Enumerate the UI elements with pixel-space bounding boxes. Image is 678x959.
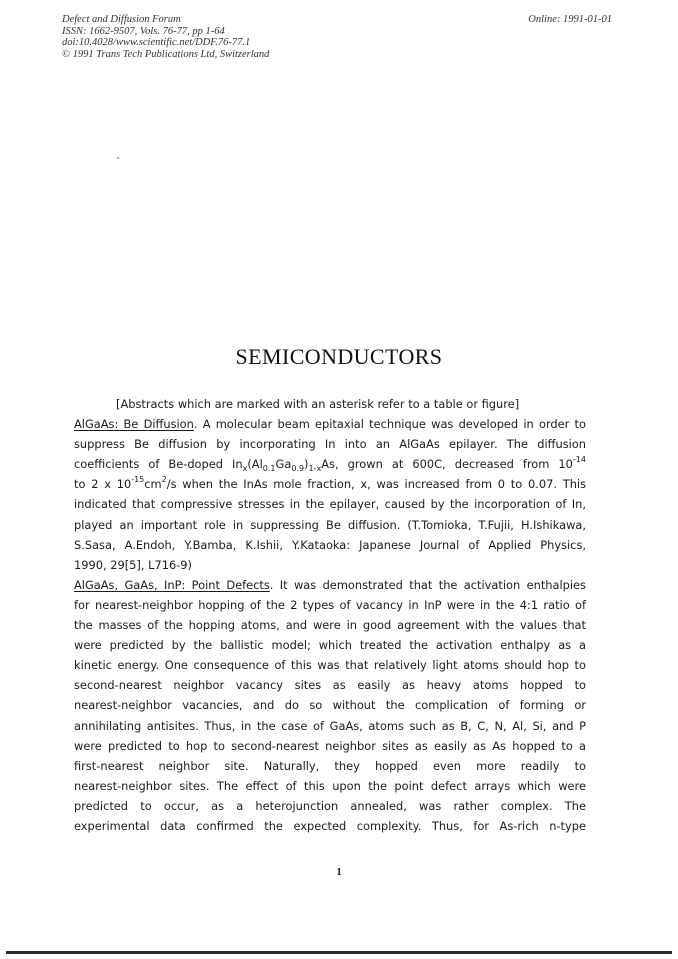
online-date: Online: 1991-01-01: [528, 14, 612, 25]
text-line: predicted to occur, as a heterojunction annealed, was rather complex. The: [74, 798, 586, 813]
text-line: AlGaAs: Be Diffusion. A molecular beam epitaxial technique was developed in order to: [74, 417, 586, 432]
abstract-heading: AlGaAs, GaAs, InP: Point Defects: [74, 577, 270, 592]
text-line: the masses of the hopping atoms, and were in good agreement with the values that: [74, 618, 586, 633]
issn-line: ISSN: 1662-9507, Vols. 76-77, pp 1-64: [62, 25, 225, 37]
text-line: played an important role in suppressing Be diffusion. (T.Tomioka, T.Fujii, H.Ishikawa,: [74, 517, 586, 532]
text-line: AlGaAs, GaAs, InP: Point Defects. It was demonstrated that the activation enthalpies: [74, 577, 586, 592]
text-line: were predicted by the ballistic model; which treated the activation enthalpy as a: [74, 638, 586, 653]
abstract-be-diffusion: [74, 414, 586, 575]
text-line: first-nearest neighbor site. Naturally, they hopped even more readily to: [74, 758, 586, 773]
page-number: 1: [336, 866, 342, 878]
text-line: suppress Be diffusion by incorporating In into an AlGaAs epilayer. The diffusion: [74, 437, 586, 452]
text-line: indicated that compressive stresses in the epilayer, caused by the incorporation of In,: [74, 497, 586, 512]
text-line: coefficients of Be-doped $In_x(Al_{0.1}Ga_{0.9})_{1-x}As$, grown at 600C, decreased from $10^{-14}$: [74, 455, 586, 474]
copyright-line: © 1991 Trans Tech Publications Ltd, Switzerland: [62, 48, 270, 60]
doi-line[interactable]: doi:10.4028/www.scientific.net/DDF.76-77.1: [62, 37, 251, 49]
text-line: kinetic energy. One consequence of this was that relatively light atoms should hop to: [74, 658, 586, 673]
text-line: second-nearest neighbor vacancy sites as easily as heavy atoms hopped to: [74, 678, 586, 693]
abstract-point-defects: [74, 575, 586, 836]
journal-name: Defect and Diffusion Forum: [62, 14, 181, 25]
journal-header: [62, 14, 269, 60]
text-line: were predicted to hop to second-nearest neighbor sites as easily as As hopped to a: [74, 738, 586, 753]
text-line: nearest-neighbor vacancies, and do so without the complication of forming or: [74, 698, 586, 713]
text-line: annihilating antisites. Thus, in the case of GaAs, atoms such as B, C, N, Al, Si, and P: [74, 718, 586, 733]
asterisk-note: [Abstracts which are marked with an asterisk refer to a table or figure]: [116, 397, 520, 411]
text-line: experimental data confirmed the expected complexity. Thus, for As-rich n-type: [74, 818, 586, 833]
bottom-rule: [6, 951, 672, 954]
abstracts-body: [74, 394, 586, 836]
text-line: to 2 x $10^{-15}cm^2/s$ when the InAs mole fraction, x, was increased from 0 to 0.07. This: [74, 475, 587, 492]
text-line: S.Sasa, A.Endoh, Y.Bamba, K.Ishii, Y.Kataoka: Japanese Journal of Applied Physics,: [74, 537, 586, 552]
abstract-heading: AlGaAs: Be Diffusion: [74, 417, 194, 432]
scan-speck: [117, 157, 119, 159]
section-title: SEMICONDUCTORS: [235, 344, 443, 369]
text-line: nearest-neighbor sites. The effect of this upon the point defect arrays which were: [74, 778, 586, 793]
text-line: for nearest-neighbor hopping of the 2 types of vacancy in InP were in the 4:1 ratio of: [74, 597, 586, 612]
text-line: 1990, 29[5], L716-9): [74, 557, 192, 572]
